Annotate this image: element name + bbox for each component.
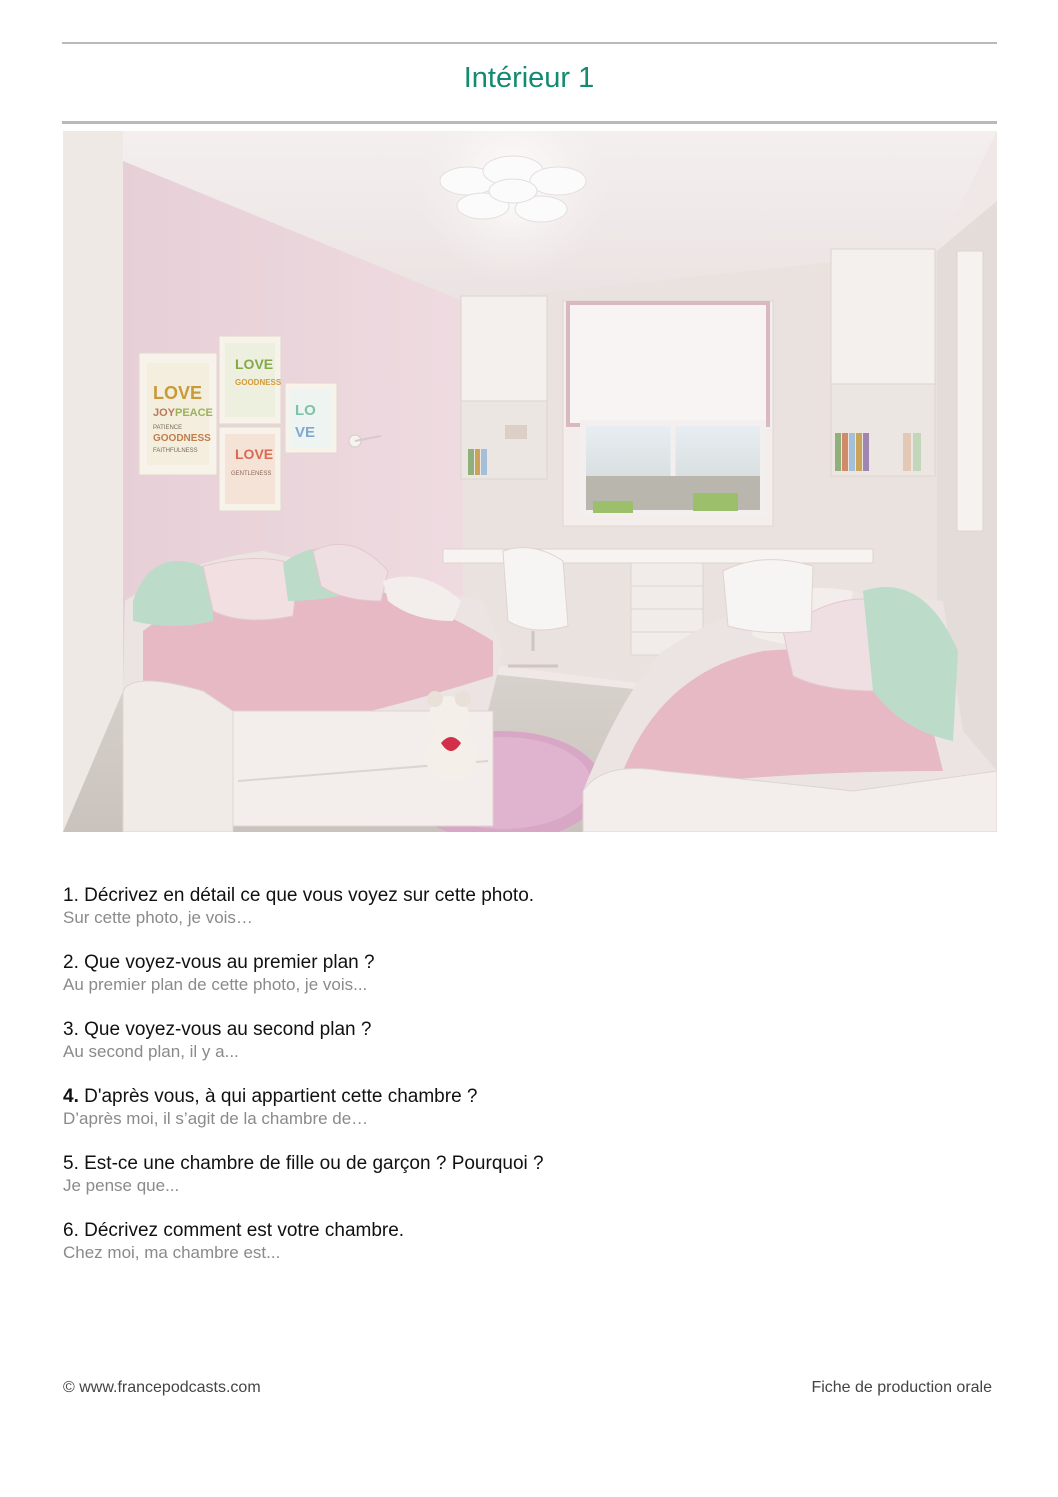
top-rule	[62, 42, 997, 44]
poster-gentleness: GENTLENESS	[231, 471, 272, 477]
footer-copyright: © www.francepodcasts.com	[63, 1379, 261, 1396]
question-label: Décrivez comment est votre chambre.	[78, 1220, 405, 1241]
question-text	[63, 1219, 993, 1242]
question-text	[63, 1152, 993, 1175]
answer-starter: Chez moi, ma chambre est...	[63, 1243, 281, 1262]
bedroom-photo	[63, 131, 997, 832]
poster-patience: PATIENCE	[153, 425, 183, 431]
question-number: 2.	[63, 952, 79, 973]
answer-starter: Au premier plan de cette photo, je vois...	[63, 975, 368, 994]
question-text	[63, 951, 993, 974]
answer-starter: D’après moi, il s’agit de la chambre de…	[63, 1109, 369, 1128]
poster-faithfulness: FAITHFULNESS	[153, 448, 198, 454]
question-label: Que voyez-vous au second plan ?	[78, 1019, 372, 1040]
poster-peace: PEACE	[175, 407, 213, 419]
question-number: 1.	[63, 885, 79, 906]
question-item-5	[63, 1152, 993, 1197]
question-label: Décrivez en détail ce que vous voyez sur cette photo.	[78, 885, 535, 906]
question-item-2	[63, 951, 993, 996]
poster-love-2: LOVE	[235, 356, 274, 372]
answer-starter: Je pense que...	[63, 1176, 180, 1195]
poster-goodness-2: GOODNESS	[235, 378, 282, 387]
question-number: 3.	[63, 1019, 79, 1040]
question-number: 6.	[63, 1220, 79, 1241]
poster-goodness: GOODNESS	[153, 433, 211, 444]
questions-list	[63, 884, 993, 1286]
poster-lo: LO	[295, 402, 316, 419]
question-label: D'après vous, à qui appartient cette chambre ?	[78, 1086, 478, 1107]
poster-joy: JOY	[153, 407, 176, 419]
footer-doc-type: Fiche de production orale	[811, 1379, 992, 1396]
question-label: Que voyez-vous au premier plan ?	[78, 952, 375, 973]
question-text	[63, 1085, 993, 1108]
poster-love-1: LOVE	[153, 383, 203, 403]
poster-ve: VE	[295, 424, 316, 441]
question-text	[63, 884, 993, 907]
question-number: 4.	[63, 1086, 79, 1107]
question-item-4	[63, 1085, 993, 1130]
question-number: 5.	[63, 1153, 79, 1174]
question-item-3	[63, 1018, 993, 1063]
question-item-6	[63, 1219, 993, 1264]
answer-starter: Sur cette photo, je vois…	[63, 908, 253, 927]
question-text	[63, 1018, 993, 1041]
question-item-1	[63, 884, 993, 929]
question-label: Est-ce une chambre de fille ou de garçon ? Pourquoi ?	[78, 1153, 544, 1174]
title-rule	[62, 121, 997, 124]
poster-love-3: LOVE	[235, 446, 274, 462]
page-title: Intérieur 1	[463, 62, 595, 94]
answer-starter: Au second plan, il y a...	[63, 1042, 239, 1061]
